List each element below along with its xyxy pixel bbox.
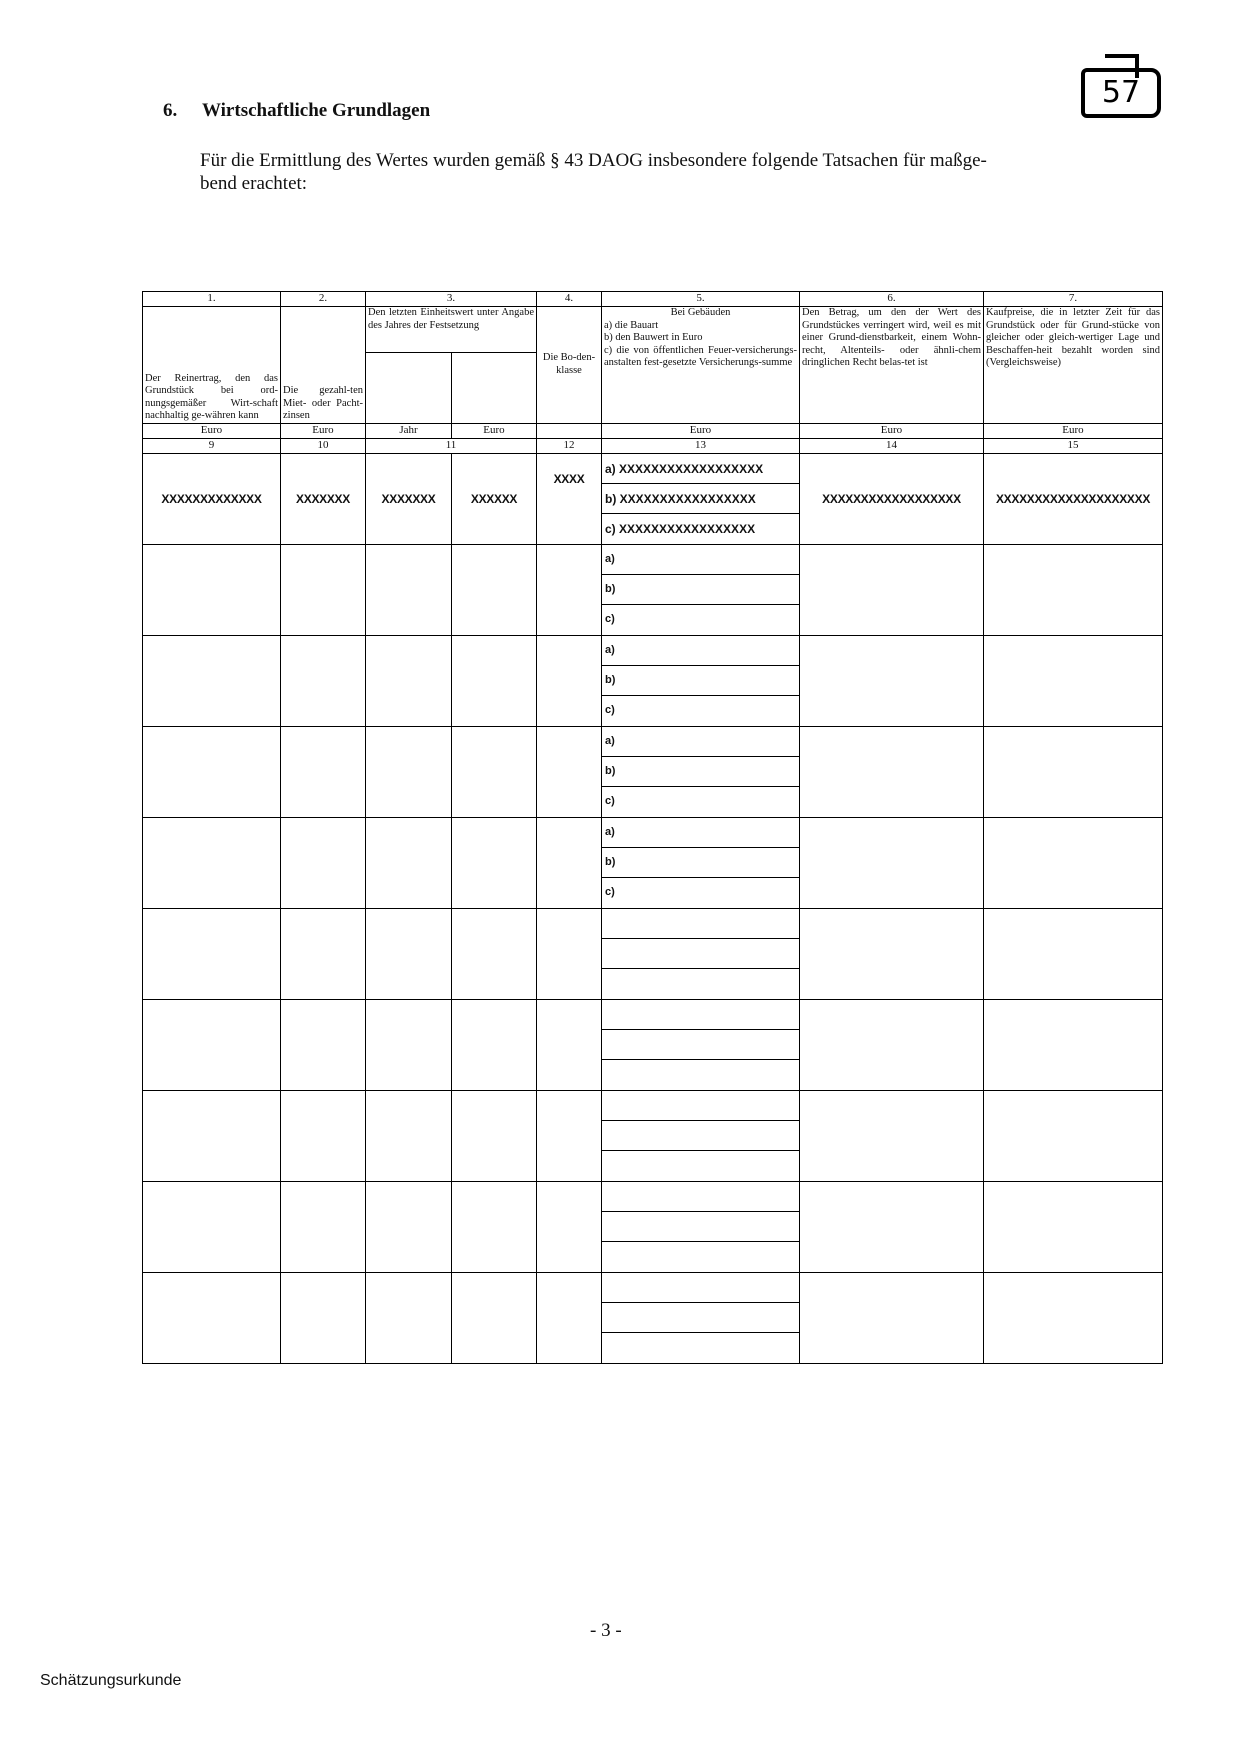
cell-col3-year[interactable] bbox=[366, 545, 452, 636]
cell-col7[interactable] bbox=[984, 818, 1163, 909]
cell-col6[interactable] bbox=[800, 1273, 984, 1364]
cell-col5-c[interactable] bbox=[602, 1060, 799, 1090]
cell-col5 bbox=[602, 909, 800, 1000]
cell-col5 bbox=[602, 636, 800, 727]
column-description-row bbox=[143, 307, 1163, 424]
col3-subcolumns bbox=[366, 353, 536, 423]
col6-description-text: Den Betrag, um den der Wert des Grundstückes verringert wird, weil es mit einer Grund-dienstbarkeit, einem Wohn-recht, Altenteils- oder ähnli-chem dringlichen Recht belas-tet ist bbox=[802, 307, 981, 369]
table-row bbox=[143, 818, 1163, 909]
cell-col6[interactable] bbox=[800, 636, 984, 727]
unit-label: Jahr bbox=[366, 424, 452, 439]
cell-col7[interactable] bbox=[984, 1000, 1163, 1091]
cell-col5-c[interactable] bbox=[602, 1242, 799, 1272]
col5-description-title: Bei Gebäuden bbox=[670, 307, 731, 318]
cell-col1[interactable] bbox=[143, 1182, 281, 1273]
unit-label bbox=[537, 424, 602, 439]
cell-col7[interactable] bbox=[984, 727, 1163, 818]
index-number: 11 bbox=[366, 439, 537, 454]
cell-col6[interactable] bbox=[800, 1091, 984, 1182]
cell-col1[interactable] bbox=[143, 1273, 281, 1364]
cell-col7[interactable] bbox=[984, 909, 1163, 1000]
cell-col3-euro[interactable] bbox=[452, 1091, 537, 1182]
cell-col3-euro[interactable] bbox=[452, 636, 537, 727]
cell-col3-euro[interactable] bbox=[452, 727, 537, 818]
cell-col1[interactable] bbox=[143, 909, 281, 1000]
col2-description-text: Die gezahl-ten Miet- oder Pacht-zinsen bbox=[283, 385, 363, 422]
valuation-table bbox=[142, 291, 1163, 1364]
cell-col4[interactable] bbox=[537, 818, 602, 909]
col4-description-text: Die Bo-den-klasse bbox=[542, 352, 596, 376]
col-number: 6. bbox=[800, 292, 984, 307]
cell-col3-year[interactable] bbox=[366, 636, 452, 727]
unit-label: Euro bbox=[800, 424, 984, 439]
cell-col7[interactable] bbox=[984, 636, 1163, 727]
cell-col5-b[interactable] bbox=[602, 1303, 799, 1333]
cell-col5-a[interactable]: a) XXXXXXXXXXXXXXXXXX bbox=[602, 454, 799, 484]
intro-paragraph: Für die Ermittlung des Wertes wurden gemäß § 43 DAOG insbesondere folgende Tatsachen für maßge- bend erachtet: bbox=[200, 150, 987, 194]
cell-col5-b[interactable]: b) bbox=[602, 757, 799, 787]
cell-col5-b[interactable] bbox=[602, 1212, 799, 1242]
cell-col1[interactable] bbox=[143, 1000, 281, 1091]
cell-col1[interactable] bbox=[143, 636, 281, 727]
cell-col5-b[interactable]: b) bbox=[602, 575, 799, 605]
cell-col5-a[interactable] bbox=[602, 1000, 799, 1030]
cell-col5 bbox=[602, 545, 800, 636]
cell-col4[interactable]: XXXX bbox=[537, 454, 602, 545]
table-row bbox=[143, 1091, 1163, 1182]
index-number: 14 bbox=[800, 439, 984, 454]
cell-col5-c[interactable]: c) bbox=[605, 613, 615, 625]
unit-label: Euro bbox=[281, 424, 366, 439]
col-number: 7. bbox=[984, 292, 1163, 307]
cell-col5-a[interactable] bbox=[602, 1091, 799, 1121]
unit-row bbox=[143, 424, 1163, 439]
index-number: 10 bbox=[281, 439, 366, 454]
col1-description-text: Der Reinertrag, den das Grundstück bei ord-nungsgemäßer Wirt-schaft nachhaltig ge-währen kann bbox=[145, 372, 278, 422]
cell-col6[interactable] bbox=[800, 727, 984, 818]
col3-year-subcolumn bbox=[366, 353, 452, 423]
cell-col2[interactable] bbox=[281, 636, 366, 727]
cell-col3-euro[interactable] bbox=[452, 545, 537, 636]
table-row bbox=[143, 1000, 1163, 1091]
cell-col2[interactable] bbox=[281, 545, 366, 636]
cell-col5 bbox=[602, 1273, 800, 1364]
col3-description bbox=[366, 307, 537, 424]
col-number: 2. bbox=[281, 292, 366, 307]
cell-col4[interactable] bbox=[537, 1091, 602, 1182]
col5-item-a: a) die Bauart bbox=[604, 319, 659, 331]
cell-col3-year[interactable] bbox=[366, 1000, 452, 1091]
cell-col5-c[interactable]: c) bbox=[605, 704, 615, 716]
col6-description bbox=[800, 307, 984, 424]
cell-col3-euro[interactable]: XXXXXX bbox=[452, 454, 537, 545]
cell-col3-euro[interactable] bbox=[452, 1273, 537, 1364]
cell-col5-b[interactable] bbox=[602, 1030, 799, 1060]
cell-col6[interactable] bbox=[800, 818, 984, 909]
cell-col3-year[interactable]: XXXXXXX bbox=[366, 454, 452, 545]
cell-col6[interactable]: XXXXXXXXXXXXXXXXXX bbox=[800, 454, 984, 545]
cell-col3-euro[interactable] bbox=[452, 909, 537, 1000]
index-number: 15 bbox=[984, 439, 1163, 454]
cell-col5 bbox=[602, 727, 800, 818]
cell-col2[interactable] bbox=[281, 1000, 366, 1091]
cell-col5-b[interactable] bbox=[602, 1121, 799, 1151]
cell-col5-a[interactable]: a) bbox=[602, 636, 799, 666]
valuation-table-wrapper bbox=[142, 291, 1162, 1483]
cell-col5-a[interactable] bbox=[602, 909, 799, 939]
cell-col5-c[interactable] bbox=[602, 1151, 799, 1181]
cell-col5 bbox=[602, 1000, 800, 1091]
cell-col5-b[interactable]: b) bbox=[602, 666, 799, 696]
col-number: 1. bbox=[143, 292, 281, 307]
unit-label: Euro bbox=[452, 424, 537, 439]
page-number: - 3 - bbox=[590, 1620, 622, 1641]
cell-col1[interactable] bbox=[143, 1091, 281, 1182]
cell-col2[interactable] bbox=[281, 1091, 366, 1182]
unit-label: Euro bbox=[984, 424, 1163, 439]
cell-col1[interactable]: XXXXXXXXXXXXX bbox=[143, 454, 281, 545]
cell-col4[interactable] bbox=[537, 636, 602, 727]
cell-col3-year[interactable] bbox=[366, 1273, 452, 1364]
col5-description bbox=[602, 307, 800, 424]
cell-col5-c[interactable]: c) XXXXXXXXXXXXXXXXX bbox=[605, 522, 756, 536]
cell-col5 bbox=[602, 818, 800, 909]
cell-col4[interactable] bbox=[537, 545, 602, 636]
cell-col7[interactable]: XXXXXXXXXXXXXXXXXXXX bbox=[984, 454, 1163, 545]
document-footer: Schätzungsurkunde bbox=[40, 1672, 182, 1689]
cell-col4[interactable] bbox=[537, 727, 602, 818]
col3-description-text: Den letzten Einheitswert unter Angabe des Jahres der Festsetzung bbox=[366, 307, 536, 353]
table-row bbox=[143, 636, 1163, 727]
table-row bbox=[143, 909, 1163, 1000]
table-row bbox=[143, 454, 1163, 545]
cell-col2[interactable]: XXXXXXX bbox=[281, 454, 366, 545]
page-stamp: 57 bbox=[1081, 68, 1161, 118]
col-number: 3. bbox=[366, 292, 537, 307]
section-number: 6. bbox=[163, 100, 178, 121]
cell-col2[interactable] bbox=[281, 1182, 366, 1273]
cell-col5-a[interactable] bbox=[602, 1182, 799, 1212]
unit-label: Euro bbox=[602, 424, 800, 439]
table-row bbox=[143, 727, 1163, 818]
cell-col6[interactable] bbox=[800, 545, 984, 636]
col7-description bbox=[984, 307, 1163, 424]
cell-col5 bbox=[602, 1182, 800, 1273]
cell-col1[interactable] bbox=[143, 818, 281, 909]
cell-col2[interactable] bbox=[281, 727, 366, 818]
col-number: 4. bbox=[537, 292, 602, 307]
cell-col7[interactable] bbox=[984, 545, 1163, 636]
cell-col4[interactable] bbox=[537, 1000, 602, 1091]
index-number: 12 bbox=[537, 439, 602, 454]
cell-col3-euro[interactable] bbox=[452, 1182, 537, 1273]
cell-col6[interactable] bbox=[800, 1182, 984, 1273]
cell-col3-year[interactable] bbox=[366, 1182, 452, 1273]
cell-col5-c[interactable]: c) bbox=[605, 795, 615, 807]
table-row bbox=[143, 1182, 1163, 1273]
table-row bbox=[143, 1273, 1163, 1364]
index-row bbox=[143, 439, 1163, 454]
cell-col5-a[interactable]: a) bbox=[602, 545, 799, 575]
cell-col7[interactable] bbox=[984, 1182, 1163, 1273]
col-number: 5. bbox=[602, 292, 800, 307]
cell-col7[interactable] bbox=[984, 1091, 1163, 1182]
cell-col5-a[interactable]: a) bbox=[602, 727, 799, 757]
cell-col3-year[interactable] bbox=[366, 1091, 452, 1182]
cell-col5-b[interactable]: b) bbox=[602, 848, 799, 878]
index-number: 13 bbox=[602, 439, 800, 454]
cell-col5 bbox=[602, 454, 800, 545]
col2-description bbox=[281, 307, 366, 424]
cell-col5-c[interactable] bbox=[602, 969, 799, 999]
cell-col1[interactable] bbox=[143, 545, 281, 636]
cell-col5 bbox=[602, 1091, 800, 1182]
cell-col4[interactable] bbox=[537, 1182, 602, 1273]
cell-col4[interactable] bbox=[537, 1273, 602, 1364]
index-number: 9 bbox=[143, 439, 281, 454]
cell-col3-year[interactable] bbox=[366, 727, 452, 818]
cell-col2[interactable] bbox=[281, 909, 366, 1000]
col3-euro-subcolumn bbox=[452, 353, 537, 423]
cell-col3-euro[interactable] bbox=[452, 1000, 537, 1091]
col5-item-c: c) die von öffentlichen Feuer-versicherungs-anstalten fest-gesetzte Versicherungs-summe bbox=[604, 344, 797, 369]
cell-col5-b[interactable]: b) XXXXXXXXXXXXXXXXX bbox=[602, 484, 799, 514]
cell-col3-year[interactable] bbox=[366, 909, 452, 1000]
cell-col7[interactable] bbox=[984, 1273, 1163, 1364]
cell-col3-year[interactable] bbox=[366, 818, 452, 909]
col4-description bbox=[537, 307, 602, 424]
cell-col6[interactable] bbox=[800, 1000, 984, 1091]
cell-col5-c[interactable] bbox=[602, 1333, 799, 1363]
column-number-row bbox=[143, 292, 1163, 307]
col1-description bbox=[143, 307, 281, 424]
cell-col5-a[interactable] bbox=[602, 1273, 799, 1303]
unit-label: Euro bbox=[143, 424, 281, 439]
cell-col3-euro[interactable] bbox=[452, 818, 537, 909]
section-title: Wirtschaftliche Grundlagen bbox=[202, 100, 431, 121]
col7-description-text: Kaufpreise, die in letzter Zeit für das Grundstück oder für Grund-stücke von gleicher oder gleich-wertiger Lage und Beschaffen-heit bezahlt worden sind (Vergleichsweise) bbox=[986, 307, 1160, 369]
cell-col5-b[interactable] bbox=[602, 939, 799, 969]
cell-col5-a[interactable]: a) bbox=[602, 818, 799, 848]
cell-col2[interactable] bbox=[281, 818, 366, 909]
cell-col4[interactable] bbox=[537, 909, 602, 1000]
cell-col5-c[interactable]: c) bbox=[605, 886, 615, 898]
cell-col6[interactable] bbox=[800, 909, 984, 1000]
col5-item-b: b) den Bauwert in Euro bbox=[604, 332, 703, 344]
cell-col2[interactable] bbox=[281, 1273, 366, 1364]
cell-col1[interactable] bbox=[143, 727, 281, 818]
table-row bbox=[143, 545, 1163, 636]
